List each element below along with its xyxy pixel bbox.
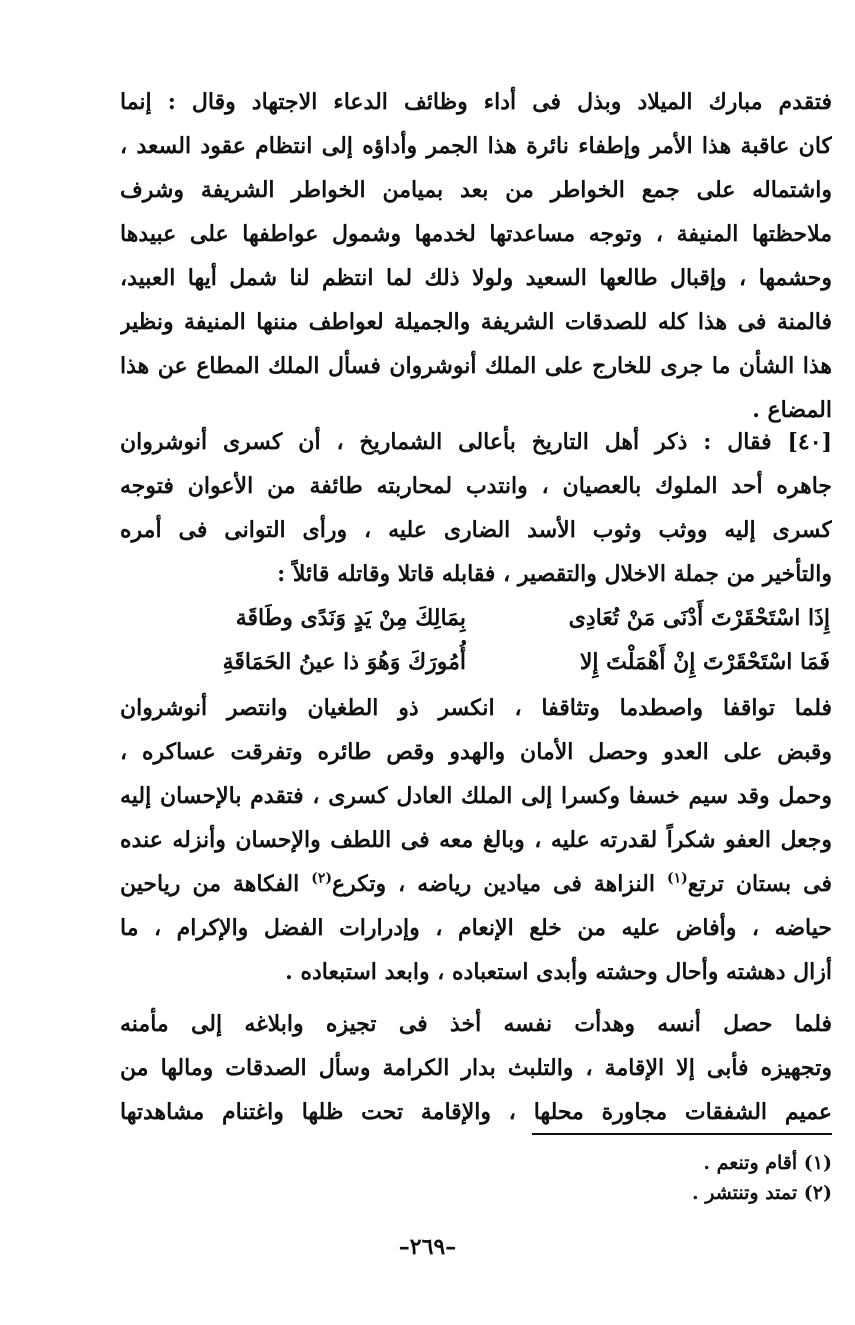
text-line: ملاحظتها المنيفة ، وتوجه مساعدتها لخدمها وشمول عواطفها على عبيدها	[120, 221, 832, 247]
verse-row	[130, 596, 830, 640]
text-line: عميم الشفقات مجاورة محلها ، والإقامة تحت ظلها واغتنام مشاهدتها	[120, 1099, 832, 1125]
text-fragment: النزاهة فى ميادين رياضه ، وتكرع	[331, 871, 667, 897]
text-line: حياضه ، وأفاض عليه من خلع الإنعام ، وإدرارات الفضل والإكرام ، ما	[120, 915, 832, 941]
text-line: المضاع .	[752, 397, 832, 423]
poem-verses	[130, 596, 830, 684]
text-line: وحشمها ، وإقبال طالعها السعيد ولولا ذلك لما انتظم لنا شمل أيها العبيد،	[120, 265, 832, 291]
text-line: واشتماله على جمع الخواطر من بعد بميامن الخواطر الشريفة وشرف	[120, 177, 832, 203]
text-line	[120, 862, 832, 906]
section-marker: [٤٠]	[787, 429, 832, 455]
text-line: فلما حصل أنسه وهدأت نفسه أخذ فى تجيزه وابلاغه إلى مأمنه	[120, 1011, 832, 1037]
paragraph-2	[120, 420, 832, 596]
text-fragment: فى بستان ترتع	[687, 871, 832, 897]
text-fragment: الفكاهة من رياحين	[120, 871, 312, 897]
verse-row	[130, 640, 830, 684]
text-line: وقبض على العدو وحصل الأمان والهدو وقص طائره وتفرقت عساكره ،	[120, 739, 832, 765]
paragraph-3	[120, 686, 832, 994]
paragraph-1	[120, 80, 832, 432]
verse-second-hemistich: أُمُورَكَ وَهُوَ ذا عينُ الحَمَاقَةِ	[222, 649, 466, 675]
text-line: وجعل العفو شكراً لقدرته عليه ، وبالغ معه فى اللطف والإحسان وأنزله عنده	[120, 827, 832, 853]
footnotes	[520, 1148, 832, 1208]
text-line: كان عاقبة هذا الأمر وإطفاء نائرة هذا الجمر وأداؤه إلى انتظام عقود السعد ،	[120, 133, 832, 159]
footnote-1: (١) أقام وتنعم .	[703, 1152, 832, 1174]
paragraph-4	[120, 1002, 832, 1134]
text-line: فتقدم مبارك الميلاد وبذل فى أداء وظائف الدعاء الاجتهاد وقال : إنما	[120, 89, 832, 115]
footnote-ref-2: (٢)	[311, 870, 332, 887]
text-fragment: : ذكر أهل التاريخ بأعالى الشماريخ ، أن كسرى أنوشروان	[120, 429, 728, 455]
text-line: كسرى إليه ووثب وثوب الأسد الضارى عليه ، ورأى التوانى فى أمره	[120, 517, 832, 543]
verse-second-hemistich: بِمَالِكَ مِنْ يَدٍ وَنَدًى وطَاقَة	[235, 605, 466, 631]
footnote-separator	[532, 1133, 832, 1135]
text-line	[120, 420, 832, 464]
text-line: والتأخير من جملة الاخلال والتقصير ، فقابله قاتلا وقاتله قائلاً :	[277, 561, 832, 587]
text-line: أزال دهشته وأحال وحشته وأبدى استعباده ، وابعد استبعاده .	[285, 959, 832, 985]
page-number: –٢٦٩–	[398, 1234, 457, 1260]
text-line: هذا الشأن ما جرى للخارج على الملك أنوشروان فسأل الملك المطاع عن هذا	[120, 353, 832, 379]
verse-first-hemistich: فَمَا اسْتَحْقَرْتَ إِنْ أَهْمَلْتَ إِلا	[579, 649, 830, 675]
text-line: وحمل وقد سيم خسفا وكسرا إلى الملك العادل كسرى ، فتقدم بالإحسان إليه	[120, 783, 832, 809]
verse-first-hemistich: إِذَا اسْتَحْقَرْتَ أَدْنَى مَنْ تُعَادِى	[568, 605, 830, 631]
footnote-ref-1: (١)	[667, 870, 688, 887]
footnote-2: (٢) تمتد وتنتشر .	[691, 1182, 832, 1204]
text-line: فلما تواقفا واصطدما وتثاقفا ، انكسر ذو الطغيان وانتصر أنوشروان	[120, 695, 832, 721]
text-line: فالمنة فى هذا كله للصدقات الشريفة والجميلة لعواطف مننها المنيفة ونظير	[120, 309, 832, 335]
said-keyword: فقال	[727, 429, 772, 455]
text-line: وتجهيزه فأبى إلا الإقامة ، والتلبث بدار الكرامة وسأل الصدقات ومالها من	[120, 1055, 832, 1081]
text-line: جاهره أحد الملوك بالعصيان ، وانتدب لمحاربته طائفة من الأعوان فتوجه	[120, 473, 832, 499]
